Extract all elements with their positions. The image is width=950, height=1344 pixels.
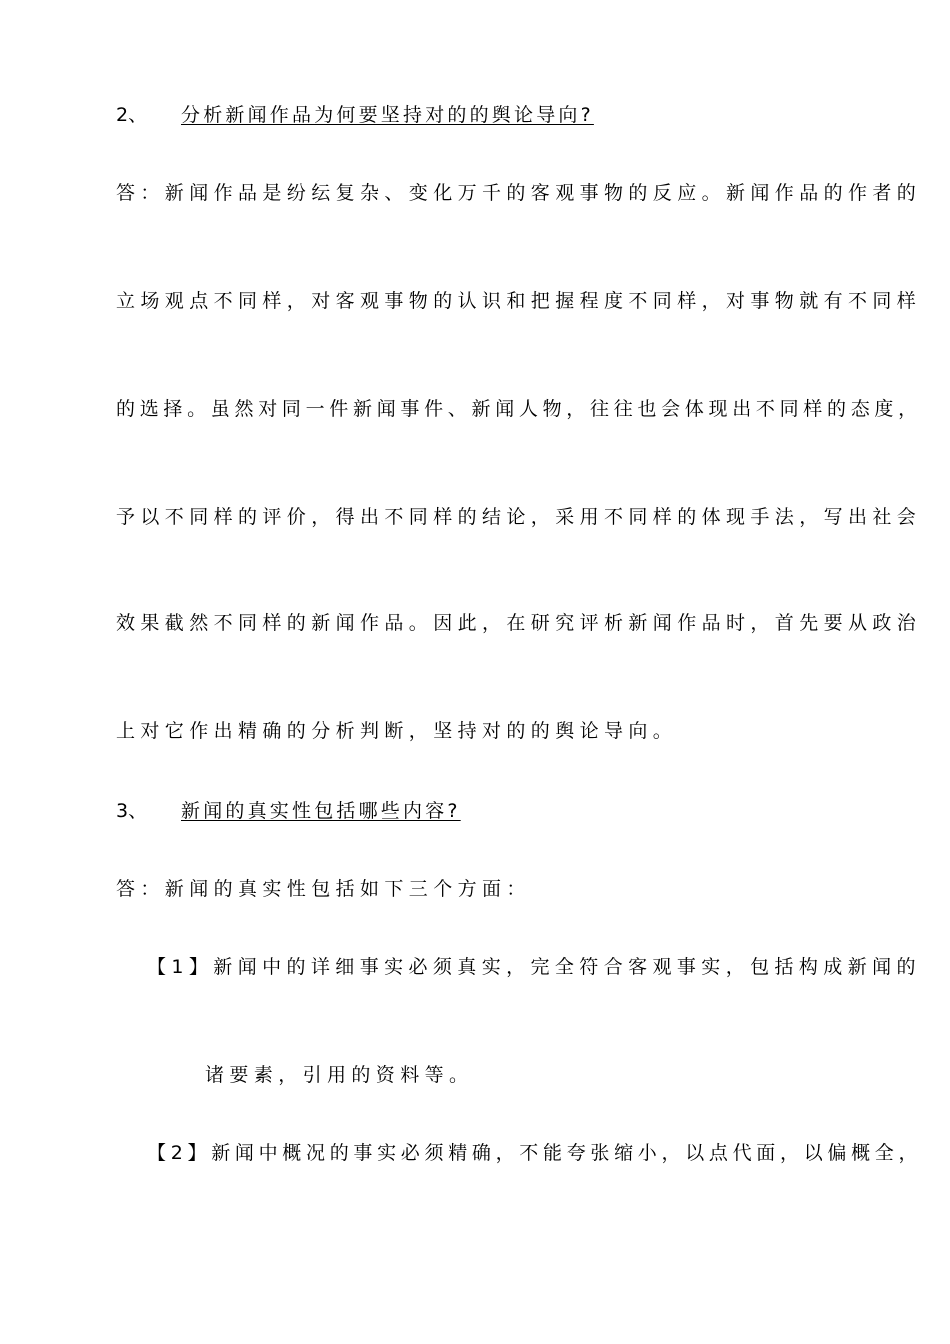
answer-3-item-1-line-1: 【1】新闻中的详细事实必须真实，完全符合客观事实，包括构成新闻的 xyxy=(147,956,921,978)
question-2-number: 2、 xyxy=(116,104,148,126)
question-2-title: 分析新闻作品为何要坚持对的的舆论导向? xyxy=(181,104,594,126)
answer-2-line-2: 立场观点不同样，对客观事物的认识和把握程度不同样，对事物就有不同样 xyxy=(116,290,922,312)
question-3-title: 新闻的真实性包括哪些内容? xyxy=(181,800,461,822)
answer-2-line-3: 的选择。虽然对同一件新闻事件、新闻人物，往往也会体现出不同样的态度， xyxy=(116,398,922,420)
answer-2-line-4: 予以不同样的评价，得出不同样的结论，采用不同样的体现手法，写出社会 xyxy=(116,506,922,528)
answer-3-item-1-line-2: 诸要素，引用的资料等。 xyxy=(205,1064,474,1086)
answer-2-line-1: 答：新闻作品是纷纭复杂、变化万千的客观事物的反应。新闻作品的作者的 xyxy=(116,182,922,204)
answer-2-line-6: 上对它作出精确的分析判断，坚持对的的舆论导向。 xyxy=(116,720,678,742)
answer-2-line-5: 效果截然不同样的新闻作品。因此，在研究评析新闻作品时，首先要从政治 xyxy=(116,612,922,634)
question-3-number: 3、 xyxy=(116,800,148,822)
answer-3-intro: 答：新闻的真实性包括如下三个方面： xyxy=(116,878,531,900)
answer-3-item-2-line-1: 【2】新闻中概况的事实必须精确，不能夸张缩小，以点代面，以偏概全， xyxy=(147,1142,923,1164)
